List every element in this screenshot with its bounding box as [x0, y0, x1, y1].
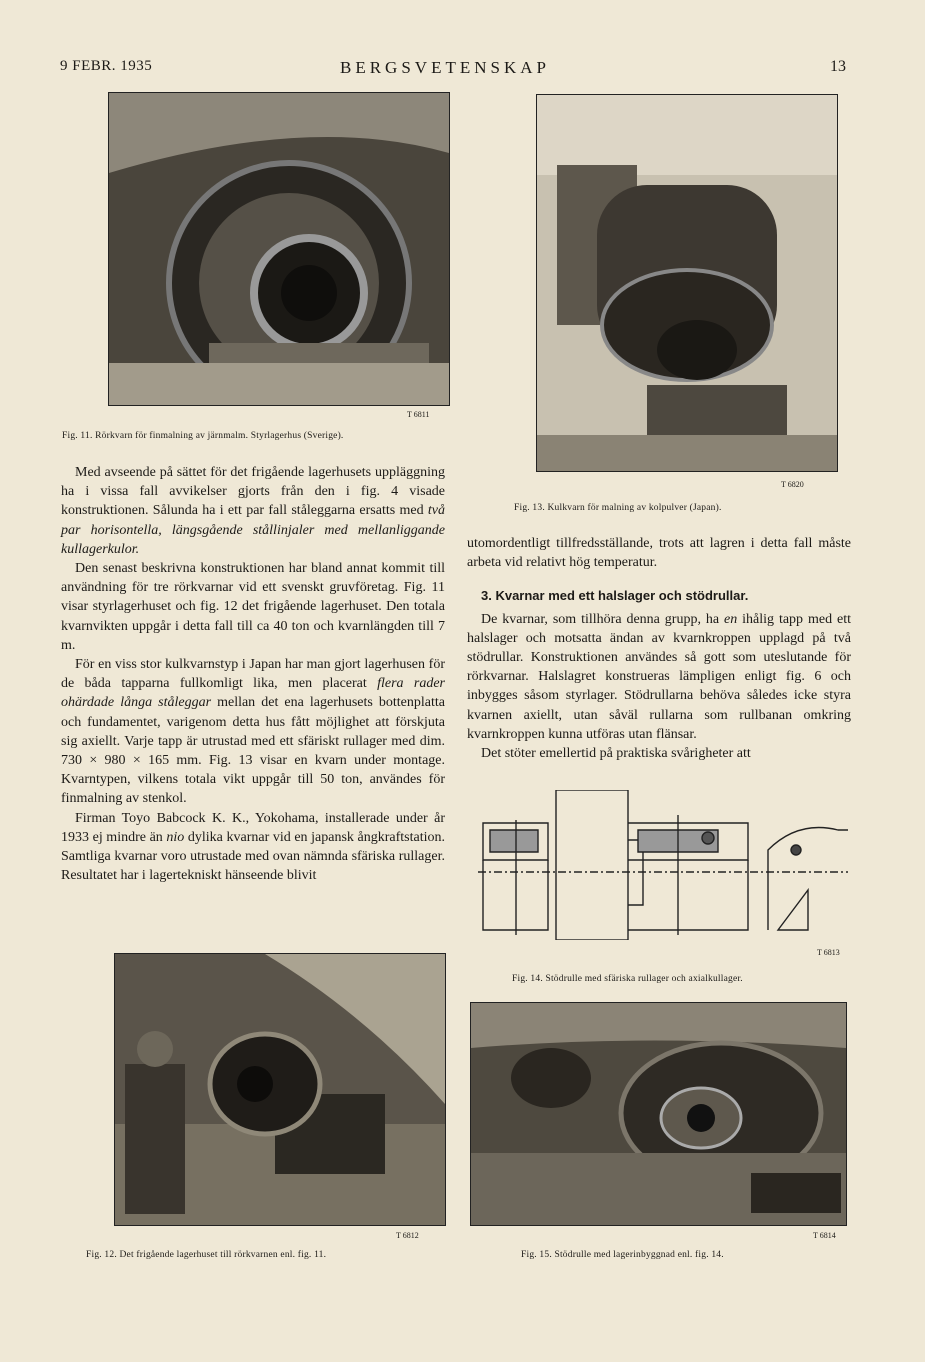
fig14-drawing	[478, 790, 848, 940]
page-number: 13	[830, 58, 846, 75]
fig12-photo	[114, 953, 446, 1226]
fig11-label: Fig. 11.	[62, 431, 93, 441]
right-p2-text-b: ihålig tapp med ett halslager och motsatta ändan av kvarnkroppen upplagd på två stödrullar. Konstruktionen användes så gott som uteslutande för rörkvarnar. Halslagret konstrueras lämpligen enligt fig. 6 och inbygges såsom styrlager. Stödrullarna behöva således icke styra kvarnen axiellt, utan såväl rullarna som rullbanan omkring kvarnkroppen kunna utföras utan flänsar.	[467, 611, 851, 742]
left-column	[61, 463, 445, 885]
right-paragraph-2	[467, 610, 851, 744]
fig11-caption-text: Rörkvarn för finmalning av järnmalm. Styrlagerhus (Sverige).	[95, 431, 344, 441]
right-p2-text-a: De kvarnar, som tillhöra denna grupp, ha	[481, 611, 725, 627]
right-column	[467, 534, 851, 763]
right-p2-emphasis: en	[724, 611, 738, 627]
fig14-caption	[512, 974, 743, 984]
left-p3-text-a: För en viss stor kulkvarnstyp i Japan har man gjort lagerhusen för de båda tapparna fullkomligt lika, men placerat	[61, 657, 445, 692]
left-p1-text: Med avseende på sättet för det frigående lagerhusets uppläggning ha i vissa fall avvikelser gjorts från den i fig. 4 visade konstruktionen. Sålunda ha i ett par fall ståleggarna ersatts med	[61, 465, 445, 519]
fig11-caption	[62, 431, 344, 441]
fig12-caption-text: Det frigående lagerhuset till rörkvarnen enl. fig. 11.	[119, 1250, 327, 1260]
right-paragraph-3: Det stöter emellertid på praktiska svårigheter att	[481, 746, 751, 762]
header-date: 9 FEBR. 1935	[60, 58, 153, 74]
left-p3-text-b: mellan det ena lagerhusets bottenplatta och fundamentet, varigenom detta hus fått möjlighet att förskjuta sig axiellt. Varje tapp är utrustad med ett sfäriskt rullager med dim. 730 × 980 × 165 mm. Fig. 13 visar en kvarn under montage. Kvarntypen, vilkens totala vikt uppgår till 50 ton, användes för finmalning av stenkol.	[61, 695, 445, 807]
section-heading: 3. Kvarnar med ett halslager och stödrullar.	[481, 588, 749, 604]
fig11-photo	[108, 92, 450, 406]
left-paragraph-2: Den senast beskrivna konstruktionen har bland annat kommit till användning för tre rörkvarnar vid ett svenskt gruvföretag. Fig. 11 visar styrlagerhuset och fig. 12 det frigående lagerhuset. Den totala kvarnvikten uppgår i detta fall till ca 40 ton och kvarnlängden till 7 m.	[61, 561, 445, 653]
fig15-photo	[470, 1002, 847, 1226]
fig15-caption-text: Stödrulle med lagerinbyggnad enl. fig. 14.	[554, 1250, 724, 1260]
left-p4-text-b: dylika kvarnar vid en japansk ångkraftstation. Samtliga kvarnar voro utrustade med ovan nämnda sfäriska rullager. Resultatet har i lagertekniskt hänseende blivit	[61, 829, 445, 884]
right-paragraph-1: utomordentligt tillfredsställande, trots att lagren i detta fall måste arbeta vid relativt hög temperatur.	[467, 536, 851, 571]
fig12-code: T 6812	[396, 1231, 419, 1240]
left-paragraph-4	[61, 809, 445, 886]
fig15-code: T 6814	[813, 1231, 836, 1240]
fig14-code: T 6813	[817, 948, 840, 957]
fig13-photo	[536, 94, 838, 472]
left-paragraph-3	[61, 655, 445, 809]
fig14-caption-text: Stödrulle med sfäriska rullager och axialkullager.	[545, 974, 743, 984]
fig15-caption	[521, 1250, 724, 1260]
fig13-caption	[514, 503, 722, 513]
fig13-code: T 6820	[781, 480, 804, 489]
left-p4-emphasis: nio	[166, 829, 185, 845]
fig15-label: Fig. 15.	[521, 1250, 552, 1260]
fig13-caption-text: Kulkvarn för malning av kolpulver (Japan).	[547, 503, 722, 513]
fig11-code: T 6811	[407, 410, 430, 419]
fig12-caption	[86, 1250, 326, 1260]
fig14-label: Fig. 14.	[512, 974, 543, 984]
journal-title: BERGSVETENSKAP	[340, 58, 550, 77]
left-p3-emphasis: flera rader ohärdade långa ståleggar	[61, 676, 445, 711]
left-p4-text-a: Firman Toyo Babcock K. K., Yokohama, installerade under år 1933 ej mindre än	[61, 810, 445, 845]
fig13-label: Fig. 13.	[514, 503, 545, 513]
left-paragraph-1	[61, 463, 445, 559]
left-p1-emphasis: två par horisontella, längsgående stållinjaler med mellanliggande kullagerkulor.	[61, 503, 445, 557]
fig12-label: Fig. 12.	[86, 1250, 117, 1260]
